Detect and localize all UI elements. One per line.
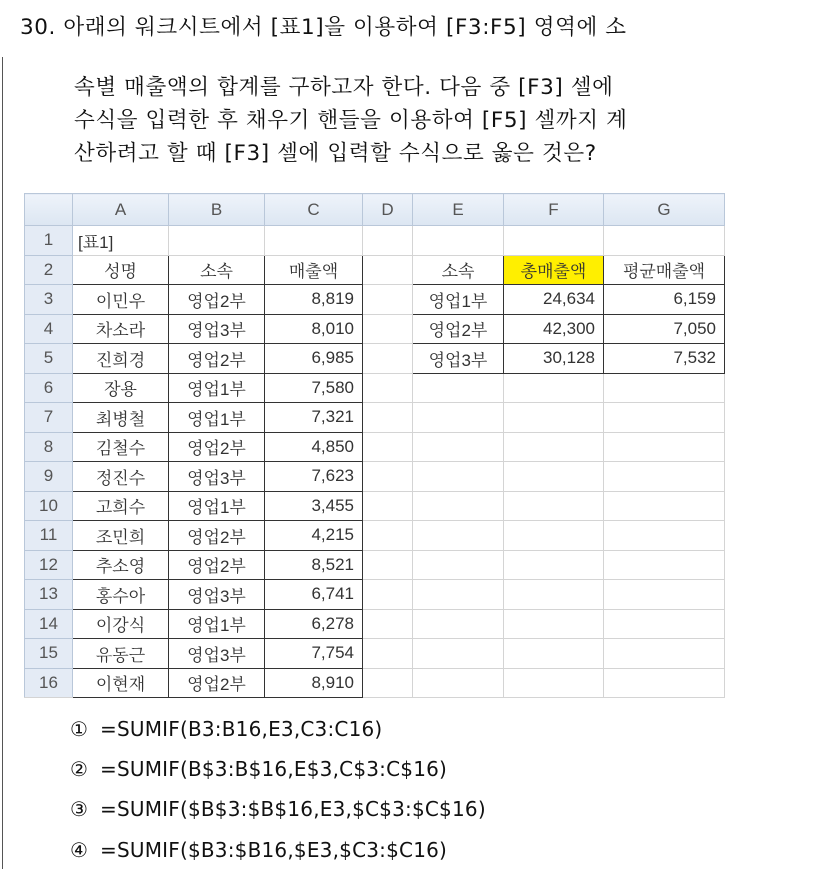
row-number: 3 bbox=[25, 285, 73, 315]
summary-header-total: 총매출액 bbox=[504, 255, 604, 285]
sheet-row-11 bbox=[25, 521, 725, 551]
cell-sales: 8,010 bbox=[265, 314, 363, 344]
option-formula: =SUMIF(B$3:B$16,E$3,C$3:C$16) bbox=[100, 757, 448, 781]
cell-dept: 영업3부 bbox=[169, 462, 265, 492]
row-number: 16 bbox=[25, 668, 73, 698]
row-number: 13 bbox=[25, 580, 73, 610]
option-number: ② bbox=[70, 757, 89, 781]
cell-sales: 8,819 bbox=[265, 285, 363, 315]
column-header-b: B bbox=[169, 194, 265, 226]
cell-name: 정진수 bbox=[73, 462, 169, 492]
cell-dept: 영업2부 bbox=[169, 432, 265, 462]
summary-total: 24,634 bbox=[504, 285, 604, 315]
sheet-row-6 bbox=[25, 373, 725, 403]
row-number: 8 bbox=[25, 432, 73, 462]
cell-sales: 6,985 bbox=[265, 344, 363, 374]
row-number: 5 bbox=[25, 344, 73, 374]
cell-dept: 영업3부 bbox=[169, 580, 265, 610]
cell-dept: 영업3부 bbox=[169, 639, 265, 669]
sheet-row-1 bbox=[25, 226, 725, 256]
column-header-a: A bbox=[73, 194, 169, 226]
row-number: 11 bbox=[25, 521, 73, 551]
cell-dept: 영업2부 bbox=[169, 550, 265, 580]
row-number: 6 bbox=[25, 373, 73, 403]
row-number: 7 bbox=[25, 403, 73, 433]
row-number: 14 bbox=[25, 609, 73, 639]
cell-name: 이민우 bbox=[73, 285, 169, 315]
cell-sales: 8,521 bbox=[265, 550, 363, 580]
cell-sales: 7,623 bbox=[265, 462, 363, 492]
question-line-4: 산하려고 할 때 [F3] 셀에 입력할 수식으로 옳은 것은? bbox=[74, 141, 597, 166]
cell-dept: 영업2부 bbox=[169, 344, 265, 374]
answer-option-2[interactable] bbox=[70, 757, 447, 781]
sheet-row-5 bbox=[25, 344, 725, 374]
sheet-row-8 bbox=[25, 432, 725, 462]
summary-dept: 영업3부 bbox=[413, 344, 504, 374]
sheet-row-3 bbox=[25, 285, 725, 315]
sheet-row-14 bbox=[25, 609, 725, 639]
cell-sales: 6,278 bbox=[265, 609, 363, 639]
column-header-g: G bbox=[604, 194, 725, 226]
question-line-1: 30. 아래의 워크시트에서 [표1]을 이용하여 [F3:F5] 영역에 소 bbox=[20, 15, 627, 40]
cell-name: 조민희 bbox=[73, 521, 169, 551]
cell-sales: 7,580 bbox=[265, 373, 363, 403]
cell-dept: 영업3부 bbox=[169, 314, 265, 344]
cell-sales: 4,850 bbox=[265, 432, 363, 462]
answer-option-1[interactable] bbox=[70, 717, 382, 741]
cell-name: 장용 bbox=[73, 373, 169, 403]
sheet-row-9 bbox=[25, 462, 725, 492]
summary-average: 7,532 bbox=[604, 344, 725, 374]
row-number: 4 bbox=[25, 314, 73, 344]
row-number: 1 bbox=[25, 226, 73, 256]
row-number: 15 bbox=[25, 639, 73, 669]
summary-dept: 영업2부 bbox=[413, 314, 504, 344]
option-number: ③ bbox=[70, 797, 89, 821]
question-line-2: 속별 매출액의 합계를 구하고자 한다. 다음 중 [F3] 셀에 bbox=[74, 75, 614, 100]
option-formula: =SUMIF(B3:B16,E3,C3:C16) bbox=[100, 717, 383, 741]
cell-sales: 4,215 bbox=[265, 521, 363, 551]
summary-dept: 영업1부 bbox=[413, 285, 504, 315]
cell-name: 진희경 bbox=[73, 344, 169, 374]
cell-name: 차소라 bbox=[73, 314, 169, 344]
cell-dept: 영업2부 bbox=[169, 285, 265, 315]
row-number: 9 bbox=[25, 462, 73, 492]
column-header-f: F bbox=[504, 194, 604, 226]
column-header-e: E bbox=[413, 194, 504, 226]
sheet-row-16 bbox=[25, 668, 725, 698]
sheet-row-10 bbox=[25, 491, 725, 521]
column-header-d: D bbox=[363, 194, 413, 226]
option-number: ① bbox=[70, 717, 89, 741]
cell-name: 이현재 bbox=[73, 668, 169, 698]
cell-name: 유동근 bbox=[73, 639, 169, 669]
sheet-row-13 bbox=[25, 580, 725, 610]
option-formula: =SUMIF($B$3:$B$16,E3,$C$3:$C$16) bbox=[100, 797, 486, 821]
worksheet-image bbox=[24, 193, 725, 698]
sheet-row-15 bbox=[25, 639, 725, 669]
summary-average: 7,050 bbox=[604, 314, 725, 344]
header-name: 성명 bbox=[73, 255, 169, 285]
cell-sales: 7,754 bbox=[265, 639, 363, 669]
cell-dept: 영업1부 bbox=[169, 373, 265, 403]
cell-dept: 영업2부 bbox=[169, 668, 265, 698]
row-number: 10 bbox=[25, 491, 73, 521]
header-sales: 매출액 bbox=[265, 255, 363, 285]
summary-total: 30,128 bbox=[504, 344, 604, 374]
cell-sales: 7,321 bbox=[265, 403, 363, 433]
cell-dept: 영업1부 bbox=[169, 403, 265, 433]
cell-name: 이강식 bbox=[73, 609, 169, 639]
cell-name: 최병철 bbox=[73, 403, 169, 433]
header-dept: 소속 bbox=[169, 255, 265, 285]
answer-option-3[interactable] bbox=[70, 797, 486, 821]
option-formula: =SUMIF($B3:$B16,$E3,$C3:$C16) bbox=[100, 838, 448, 862]
option-number: ④ bbox=[70, 838, 89, 862]
sheet-row-7 bbox=[25, 403, 725, 433]
title-cell: [표1] bbox=[73, 226, 169, 256]
summary-average: 6,159 bbox=[604, 285, 725, 315]
cell-dept: 영업1부 bbox=[169, 491, 265, 521]
question-line-3: 수식을 입력한 후 채우기 핸들을 이용하여 [F5] 셀까지 계 bbox=[74, 108, 628, 133]
cell-dept: 영업2부 bbox=[169, 521, 265, 551]
select-all-corner bbox=[25, 194, 73, 226]
sheet-row-12 bbox=[25, 550, 725, 580]
cell-name: 고희수 bbox=[73, 491, 169, 521]
summary-total: 42,300 bbox=[504, 314, 604, 344]
row-number: 2 bbox=[25, 255, 73, 285]
answer-option-4[interactable] bbox=[70, 838, 447, 862]
column-header-c: C bbox=[265, 194, 363, 226]
sheet-row-2 bbox=[25, 255, 725, 285]
cell-name: 홍수아 bbox=[73, 580, 169, 610]
column-header-row bbox=[25, 194, 725, 226]
cell-dept: 영업1부 bbox=[169, 609, 265, 639]
cell-sales: 8,910 bbox=[265, 668, 363, 698]
row-number: 12 bbox=[25, 550, 73, 580]
summary-header-dept: 소속 bbox=[413, 255, 504, 285]
cell-sales: 3,455 bbox=[265, 491, 363, 521]
left-margin-rule bbox=[2, 57, 3, 869]
summary-header-average: 평균매출액 bbox=[604, 255, 725, 285]
sheet-row-4 bbox=[25, 314, 725, 344]
cell-name: 추소영 bbox=[73, 550, 169, 580]
cell-sales: 6,741 bbox=[265, 580, 363, 610]
cell-name: 김철수 bbox=[73, 432, 169, 462]
